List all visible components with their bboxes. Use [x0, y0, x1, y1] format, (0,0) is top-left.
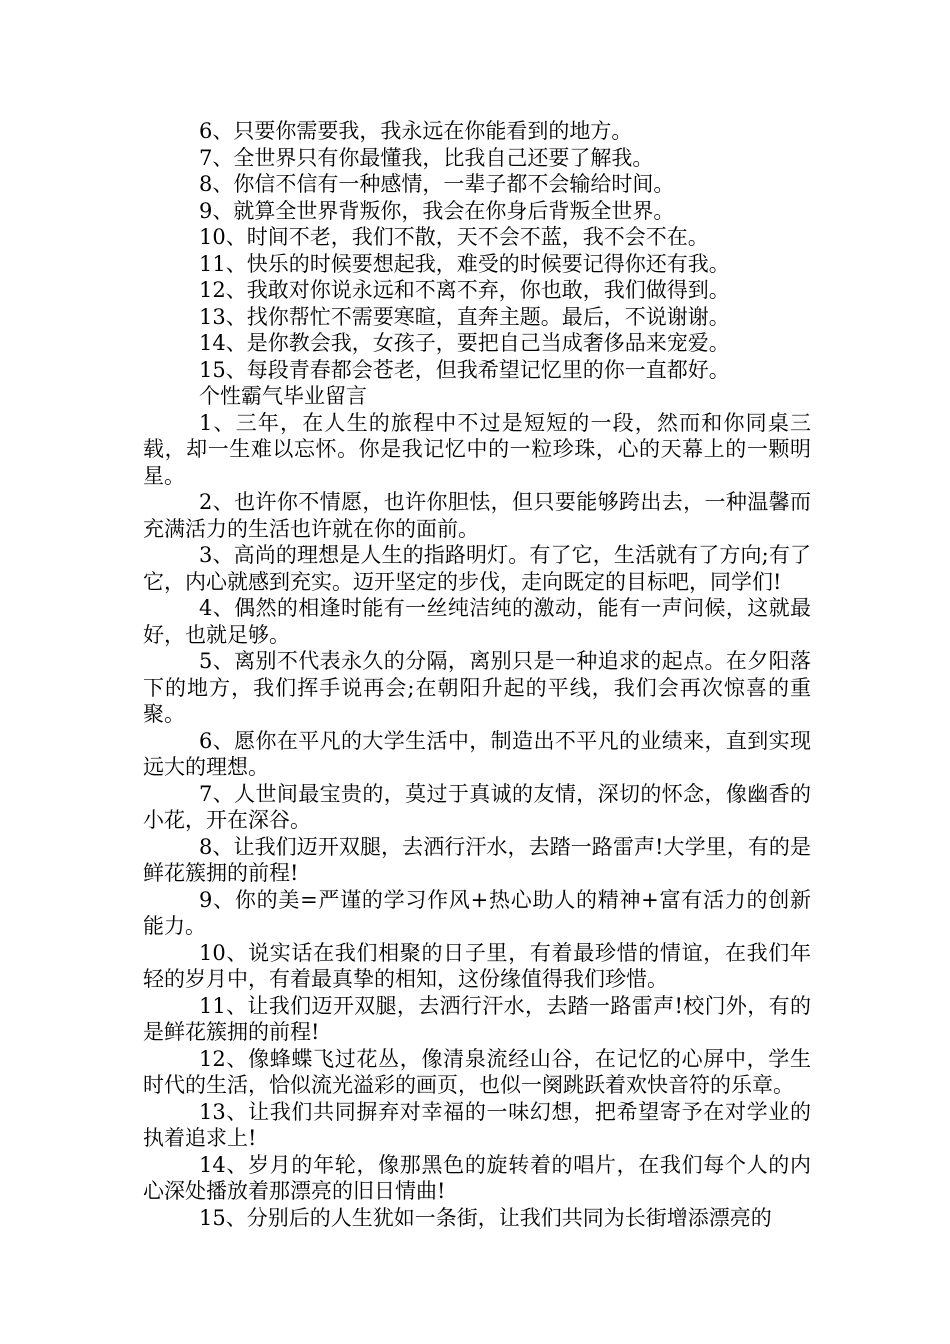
section-title: 个性霸气毕业留言: [199, 384, 367, 408]
document-body: [143, 118, 811, 1231]
paragraph: 6、愿你在平凡的大学生活中，制造出不平凡的业绩来，直到实现远大的理想。: [143, 728, 811, 779]
list-item: 15、每段青春都会苍老，但我希望记忆里的你一直都好。: [199, 357, 730, 382]
list-item: 10、时间不老，我们不散，天不会不蓝，我不会不在。: [199, 225, 709, 249]
paragraph: 15、分别后的人生犹如一条街，让我们共同为长街增添漂亮的: [199, 1205, 772, 1230]
list-item: 9、就算全世界背叛你，我会在你身后背叛全世界。: [199, 198, 675, 223]
list-item: 7、全世界只有你最懂我，比我自己还要了解我。: [199, 145, 654, 170]
paragraph: 3、高尚的理想是人生的指路明灯。有了它，生活就有了方向;有了它，内心就感到充实。迈开坚定的步伐，走向既定的目标吧，同学们!: [143, 543, 811, 594]
paragraph: 11、让我们迈开双腿，去洒行汗水，去踏一路雷声!校门外，有的是鲜花簇拥的前程!: [143, 993, 811, 1044]
list-item: 14、是你教会我，女孩子，要把自己当成奢侈品来宠爱。: [199, 331, 730, 355]
paragraph: 9、你的美=严谨的学习作风+热心助人的精神+富有活力的创新能力。: [143, 887, 811, 938]
paragraph: 1、三年，在人生的旅程中不过是短短的一段，然而和你同桌三载，却一生难以忘怀。你是我记忆中的一粒珍珠，心的天幕上的一颗明星。: [143, 410, 811, 488]
paragraph: 2、也许你不情愿，也许你胆怯，但只要能够跨出去，一种温馨而充满活力的生活也许就在你的面前。: [143, 490, 811, 541]
paragraph: 13、让我们共同摒弃对幸福的一味幻想，把希望寄予在对学业的执着追求上!: [143, 1099, 811, 1150]
paragraph: 8、让我们迈开双腿，去洒行汗水，去踏一路雷声!大学里，有的是鲜花簇拥的前程!: [143, 834, 811, 885]
paragraph: 14、岁月的年轮，像那黑色的旋转着的唱片，在我们每个人的内心深处播放着那漂亮的旧日情曲!: [143, 1152, 811, 1203]
paragraph: 10、说实话在我们相聚的日子里，有着最珍惜的情谊，在我们年轻的岁月中，有着最真挚的相知，这份缘值得我们珍惜。: [143, 940, 811, 991]
paragraph: 12、像蜂蝶飞过花丛，像清泉流经山谷，在记忆的心屏中，学生时代的生活，恰似流光溢彩的画页，也似一阕跳跃着欢快音符的乐章。: [143, 1046, 811, 1097]
second-list: [143, 410, 811, 1232]
paragraph: 7、人世间最宝贵的，莫过于真诚的友情，深切的怀念，像幽香的小花，开在深谷。: [143, 781, 811, 832]
list-item: 13、找你帮忙不需要寒暄，直奔主题。最后，不说谢谢。: [199, 304, 730, 329]
paragraph: 5、离别不代表永久的分隔，离别只是一种追求的起点。在夕阳落下的地方，我们挥手说再会;在朝阳升起的平线，我们会再次惊喜的重聚。: [143, 649, 811, 726]
list-item: 8、你信不信有一种感情，一辈子都不会输给时间。: [199, 172, 675, 196]
list-item: 11、快乐的时候要想起我，难受的时候要记得你还有我。: [199, 251, 730, 276]
list-item: 6、只要你需要我，我永远在你能看到的地方。: [199, 119, 633, 143]
paragraph: 4、偶然的相逢时能有一丝纯洁纯的激动，能有一声问候，这就最好，也就足够。: [143, 596, 811, 647]
list-item: 12、我敢对你说永远和不离不弃，你也敢，我们做得到。: [199, 278, 730, 302]
first-list: [143, 118, 811, 383]
